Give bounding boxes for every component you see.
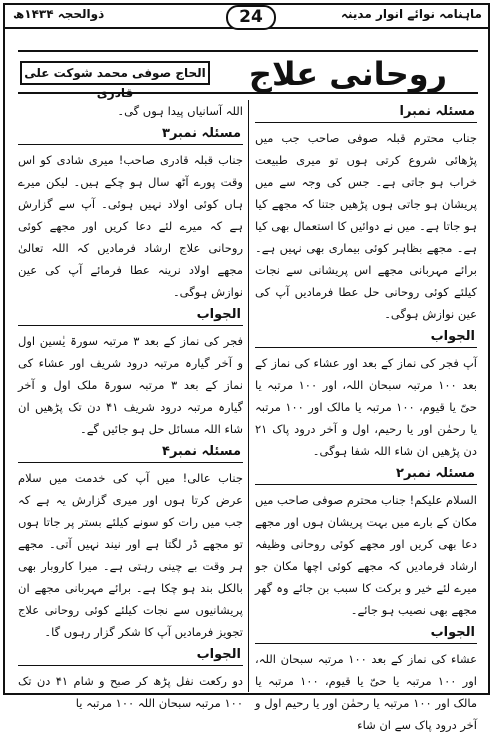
- left-column: [18, 100, 243, 716]
- answer-1-heading: الجواب: [255, 327, 477, 348]
- answer-1-text: آپ فجر کی نماز کے بعد اور عشاء کی نماز کے بعد ۱۰۰ مرتبہ سبحان اللہ، اور ۱۰۰ مرتبہ یا حیّ یا قیوم، ۱۰۰ مرتبہ یا مالک اور ۱۰۰ مرتبہ یا رحمٰن اور یا رحیم، اول و آخر درود پاک ۲۱ دن پڑھیں ان شاء اللہ شفا ہوگی۔: [255, 356, 478, 458]
- answer-3-heading: الجواب: [18, 305, 243, 326]
- page-header: [3, 3, 490, 29]
- question-2-heading: مسئلہ نمبر۲: [255, 464, 477, 485]
- question-3-text: جناب قبلہ قادری صاحب! میری شادی کو اس وقت پورے آٹھ سال ہو چکے ہیں۔ لیکن میرے ہاں کوئی اولاد نہیں ہوئی۔ آپ سے گزارش ہے کہ میرے لئے دعا کریں اور مجھے کوئی روحانی علاج ارشاد فرمادیں کہ اللہ تعالیٰ مجھے اولاد نرینہ عطا فرمائے آپ کی عین نوازش ہوگی۔: [18, 153, 243, 299]
- right-column: [255, 100, 477, 738]
- continued-text: اللہ آسانیاں پیدا ہوں گی۔: [117, 104, 243, 118]
- issue-date: ذوالحجہ ۱۴۳۴ھ: [13, 7, 105, 21]
- question-2-text: السلام علیکم! جناب محترم صوفی صاحب میں مکان کے بارے میں بہت پریشان ہوں اور مجھے دعا بھی کریں اور مجھے کوئی روحانی وظیفہ ارشاد فرمادیں کہ مجھے کوئی اچھا مکان جو میرے لئے خیر و برکت کا سبب بن جائے وہ گھر مجھے بھی نصیب ہو جائے۔: [255, 493, 477, 617]
- answer-4-heading: الجواب: [18, 645, 243, 666]
- author-name: الحاج صوفی محمد شوکت علی قادری: [20, 61, 210, 85]
- question-4-text: جناب عالی! میں آپ کی خدمت میں سلام عرض کرتا ہوں اور میری گزارش یہ ہے کہ جب میں رات کو سونے کیلئے بستر پر جاتا ہوں تو مجھے ڈر لگتا ہے اور نیند نہیں آتی۔ مجھے ہر وقت بے چینی رہتی ہے۔ میرا کاروبار بھی بالکل بند ہو چکا ہے۔ برائے مہربانی مجھے ان پریشانیوں سے نجات کیلئے کوئی روحانی علاج تجویز فرمادیں آپ کا شکر گزار رہوں گا۔: [18, 471, 243, 639]
- article-title: روحانی علاج: [248, 55, 448, 93]
- answer-3-text: فجر کی نماز کے بعد ۳ مرتبہ سورۃ یٰسین اول و آخر گیارہ مرتبہ درود شریف اور عشاء کی نماز کے بعد ۳ مرتبہ سورۃ ملک اول و آخر گیارہ مرتبہ درود شریف ۴۱ دن تک پڑھیں ان شاء اللہ مسائل حل ہو جائیں گے۔: [18, 334, 243, 436]
- answer-2-text: عشاء کی نماز کے بعد ۱۰۰ مرتبہ سبحان اللہ، اور ۱۰۰ مرتبہ یا حیّ یا قیوم، ۱۰۰ مرتبہ یا مالک اور ۱۰۰ مرتبہ یا رحمٰن اور یا رحیم اول و آخر درود پاک سے ان شاء: [255, 652, 477, 732]
- page-number: 24: [226, 5, 276, 30]
- magazine-name: ماہنامہ نوائے انوار مدینہ: [340, 7, 482, 21]
- question-1-heading: مسئلہ نمبرا: [255, 102, 477, 123]
- answer-2-heading: الجواب: [255, 623, 477, 644]
- question-4-heading: مسئلہ نمبر۴: [18, 442, 243, 463]
- column-divider: [248, 100, 249, 692]
- question-3-heading: مسئلہ نمبر۳: [18, 124, 243, 145]
- answer-4-text: دو رکعت نفل پڑھ کر صبح و شام ۴۱ دن تک ۱۰۰ مرتبہ سبحان اللہ ۱۰۰ مرتبہ یا: [18, 674, 243, 710]
- question-1-text: جناب محترم قبلہ صوفی صاحب جب میں پڑھائی شروع کرتی ہوں تو میری طبیعت خراب ہو جاتی ہے۔ جس کی وجہ سے میں پریشان ہو جاتی ہوں پڑھیں جتنا کہ مجھے کیا ہو جاتا ہے۔ میں نے دوائیں کا استعمال بھی کیا ہے۔ مجھے بظاہر کوئی بیماری بھی نہیں ہے۔ برائے مہربانی مجھے اس پریشانی سے نجات کیلئے کوئی روحانی حل عطا فرمادیں آپ کی عین نوازش ہوگی۔: [255, 131, 477, 321]
